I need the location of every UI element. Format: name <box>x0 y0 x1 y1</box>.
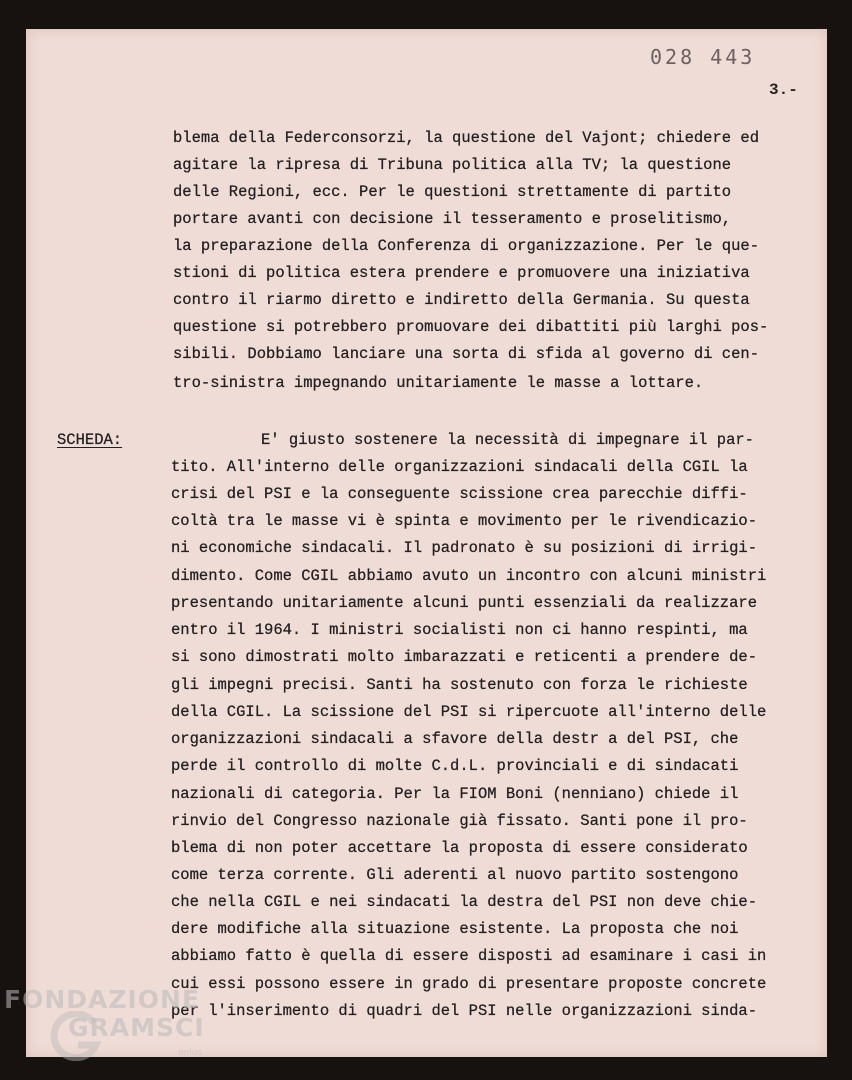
text-line: stioni di politica estera prendere e promuovere una iniziativa <box>173 264 750 282</box>
text-line: agitare la ripresa di Tribuna politica alla TV; la questione <box>173 156 732 174</box>
watermark-line-3: onlus <box>178 1048 203 1058</box>
text-line: rinvio del Congresso nazionale già fissato. Santi pone il pro- <box>171 812 748 830</box>
archive-number: 028 443 <box>650 45 756 69</box>
text-line: cui essi possono essere in grado di presentare proposte concrete <box>171 975 767 993</box>
watermark-line-2: GRAMSCI <box>68 1013 205 1042</box>
text-line: abbiamo fatto è quella di essere disposti ad esaminare i casi in <box>171 947 767 965</box>
text-line: per l'inserimento di quadri del PSI nelle organizzazioni sinda- <box>171 1002 757 1020</box>
text-line: si sono dimostrati molto imbarazzati e reticenti a prendere de- <box>171 648 757 666</box>
text-line: blema della Federconsorzi, la questione del Vajont; chiedere ed <box>173 129 759 147</box>
text-line: che nella CGIL e nei sindacati la destra del PSI non deve chie- <box>171 893 757 911</box>
text-line: blema di non poter accettare la proposta di essere considerato <box>171 839 748 857</box>
text-line: crisi del PSI e la conseguente scissione crea parecchie diffi- <box>171 485 748 503</box>
text-line: gli impegni precisi. Santi ha sostenuto con forza le richieste <box>171 676 748 694</box>
page-number: 3.- <box>769 81 798 99</box>
text-line: ni economiche sindacali. Il padronato è su posizioni di irrigi- <box>171 539 757 557</box>
text-line: presentando unitariamente alcuni punti essenziali da realizzare <box>171 594 757 612</box>
text-line: entro il 1964. I ministri socialisti non ci hanno respinti, ma <box>171 621 748 639</box>
text-line: la preparazione della Conferenza di organizzazione. Per le que- <box>173 237 759 255</box>
text-line: tito. All'interno delle organizzazioni sindacali della CGIL la <box>171 458 748 476</box>
text-line: come terza corrente. Gli aderenti al nuovo partito sostengono <box>171 866 739 884</box>
text-line: perde il controllo di molte C.d.L. provinciali e di sindacati <box>171 757 739 775</box>
text-line: E' giusto sostenere la necessità di impegnare il par- <box>261 431 754 449</box>
text-line: dere modifiche alla situazione esistente. La proposta che noi <box>171 920 739 938</box>
text-line: tro-sinistra impegnando unitariamente le masse a lottare. <box>173 374 704 392</box>
text-line: coltà tra le masse vi è spinta e movimento per le rivendicazio- <box>171 512 757 530</box>
typewritten-page <box>26 29 827 1057</box>
text-line: delle Regioni, ecc. Per le questioni strettamente di partito <box>173 183 732 201</box>
text-line: nazionali di categoria. Per la FIOM Boni (nenniano) chiede il <box>171 785 739 803</box>
text-line: sibili. Dobbiamo lanciare una sorta di sfida al governo di cen- <box>173 345 759 363</box>
watermark-line-1: FONDAZIONE <box>4 985 201 1014</box>
text-line: portare avanti con decisione il tesseramento e proselitismo, <box>173 210 732 228</box>
scheda-label: SCHEDA: <box>57 431 123 449</box>
text-line: dimento. Come CGIL abbiamo avuto un incontro con alcuni ministri <box>171 567 767 585</box>
text-line: organizzazioni sindacali a sfavore della destr a del PSI, che <box>171 730 739 748</box>
text-line: della CGIL. La scissione del PSI si ripercuote all'interno delle <box>171 703 767 721</box>
text-line: contro il riarmo diretto e indiretto della Germania. Su questa <box>173 291 750 309</box>
text-line: questione si potrebbero promuovare dei dibattiti più larghi pos- <box>173 318 769 336</box>
